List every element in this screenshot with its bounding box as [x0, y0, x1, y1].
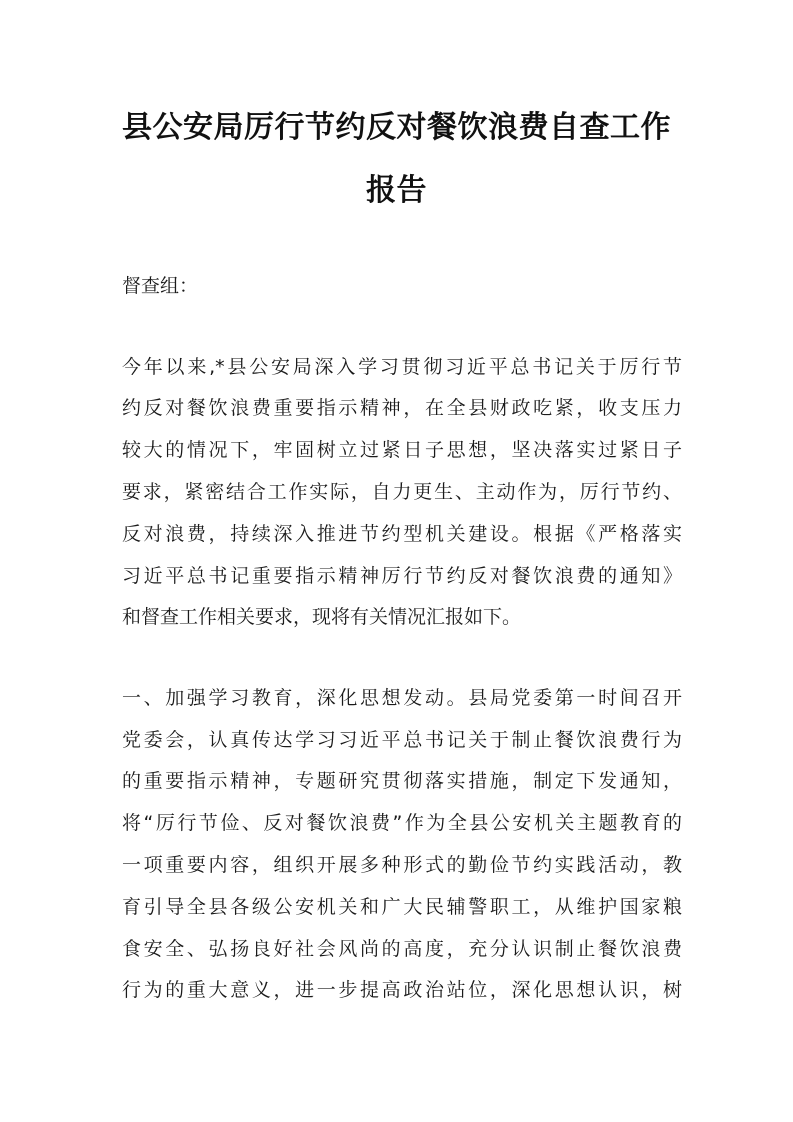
paragraph-line: 一项重要内容，组织开展多种形式的勤俭节约实践活动，教	[122, 854, 682, 876]
paragraph-line: 的重要指示精神，专题研究贯彻落实措施，制定下发通知，	[122, 770, 682, 792]
paragraph-line: 食安全、弘扬良好社会风尚的高度，充分认识制止餐饮浪费	[122, 938, 682, 960]
paragraph-line: 党委会，认真传达学习习近平总书记关于制止餐饮浪费行为	[122, 729, 682, 751]
paragraph-line: 将“厉行节俭、反对餐饮浪费”作为全县公安机关主题教育的	[122, 812, 682, 834]
salutation: 督查组：	[122, 275, 199, 297]
paragraph-line: 反对浪费，持续深入推进节约型机关建设。根据《严格落实	[122, 523, 682, 545]
paragraph-line: 要求，紧密结合工作实际，自力更生、主动作为，厉行节约、	[122, 481, 682, 503]
document-title-line-2: 报告	[366, 173, 427, 208]
paragraph-line: 行为的重大意义，进一步提高政治站位，深化思想认识，树	[122, 979, 682, 1001]
paragraph-line: 和督查工作相关要求，现将有关情况汇报如下。	[122, 606, 522, 628]
paragraph-line: 约反对餐饮浪费重要指示精神，在全县财政吃紧，收支压力	[122, 397, 682, 419]
document-title-line-1: 县公安局厉行节约反对餐饮浪费自查工作	[122, 110, 671, 145]
paragraph-line: 育引导全县各级公安机关和广大民辅警职工，从维护国家粮	[122, 896, 682, 918]
paragraph-line: 习近平总书记重要指示精神厉行节约反对餐饮浪费的通知》	[122, 565, 682, 587]
paragraph-line: 今年以来,*县公安局深入学习贯彻习近平总书记关于厉行节	[122, 356, 682, 378]
paragraph-line: 较大的情况下，牢固树立过紧日子思想，坚决落实过紧日子	[122, 439, 682, 461]
paragraph-line: 一、加强学习教育，深化思想发动。县局党委第一时间召开	[122, 687, 682, 709]
